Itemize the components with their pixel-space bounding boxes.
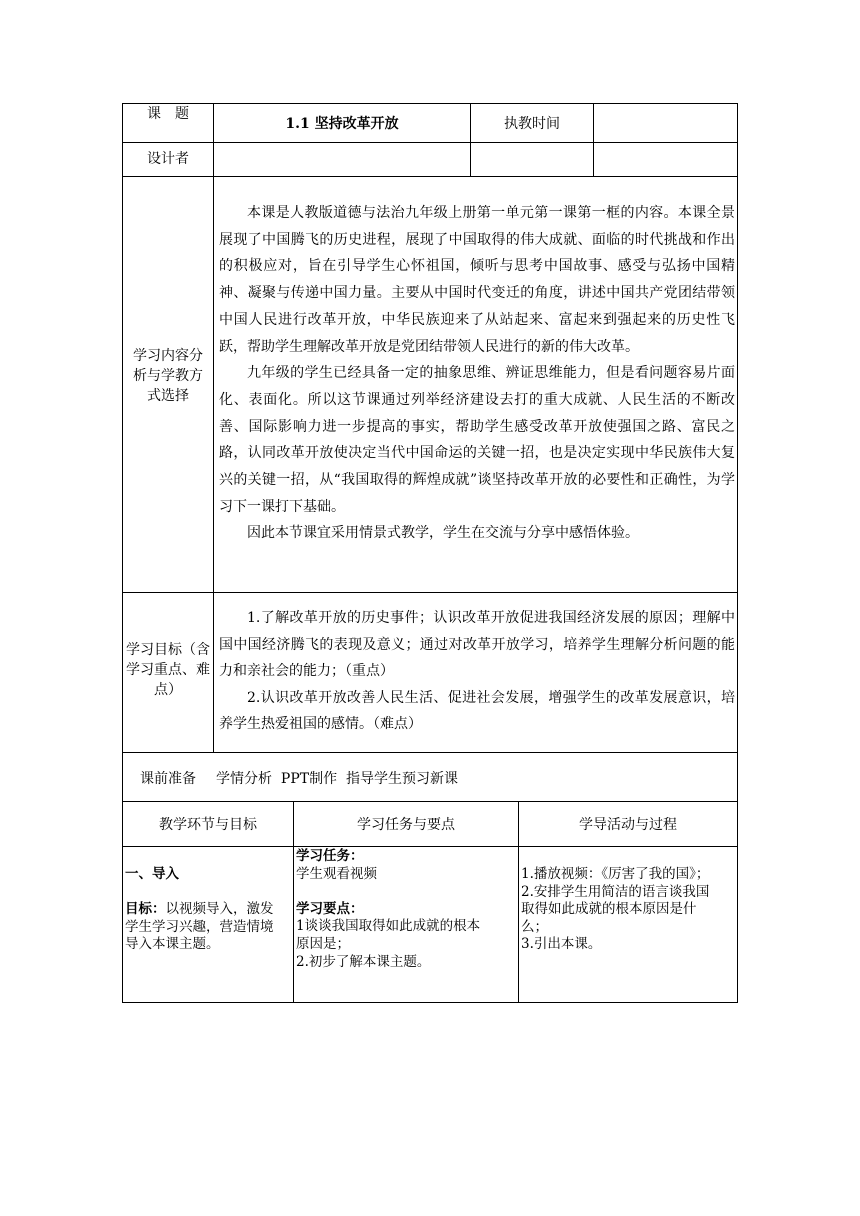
analysis-content bbox=[219, 200, 735, 547]
activity-line: 么； bbox=[521, 918, 548, 935]
analysis-label-line: 析与学教方 bbox=[133, 368, 203, 384]
table-border bbox=[122, 592, 738, 593]
task-text: 学生观看视频 bbox=[296, 865, 377, 882]
goal-label: 目标： bbox=[125, 901, 166, 918]
activity-line: 2.安排学生用简洁的语言谈我国 bbox=[521, 883, 710, 900]
designer-label: 设计者 bbox=[147, 151, 189, 167]
activity-line: 1.播放视频：《厉害了我的国》； bbox=[521, 866, 710, 882]
analysis-paragraph: 九年级的学生已经具备一定的抽象思维、辨证思维能力，但是看问题容易片面化、表面化。所以这节课通过列举经济建设去打的重大成就、人民生活的不断改善、国际影响力进一步提高的事实，帮助学生感受改革开放使强国之路、富民之路，认同改革开放使决定当代中国命运的关键一招，也是决定实现中华民族伟大复兴的关键一招，从“我国取得的辉煌成就”谈坚持改革开放的必要性和正确性，为学习下一课打下基础。 bbox=[219, 365, 735, 515]
time-label: 执教时间 bbox=[504, 116, 560, 132]
goal-line: 导入本课主题。 bbox=[125, 936, 220, 953]
task-cell bbox=[296, 848, 516, 971]
table-border bbox=[122, 1002, 738, 1003]
activity-cell bbox=[521, 866, 735, 954]
stage-cell bbox=[125, 866, 291, 954]
table-border bbox=[737, 103, 738, 801]
spacer bbox=[125, 884, 291, 902]
table-border bbox=[122, 103, 738, 104]
points-line: 1谈谈我国取得如此成就的根本 bbox=[296, 918, 481, 935]
objective-paragraph: 2.认识改革开放改善人民生活、促进社会发展，增强学生的改革发展意识，培养学生热爱祖国的感情。（难点） bbox=[219, 689, 735, 732]
points-label: 学习要点： bbox=[296, 900, 364, 917]
table-border bbox=[122, 142, 738, 143]
preparation-label: 课前准备 bbox=[140, 771, 196, 787]
objectives-label-line: 学习重点、难 bbox=[126, 662, 210, 678]
analysis-label bbox=[123, 346, 213, 406]
spacer bbox=[296, 883, 516, 901]
topic-value: 1.1 坚持改革开放 bbox=[285, 116, 399, 132]
section-title: 一、导入 bbox=[125, 866, 179, 882]
activity-line: 3.引出本课。 bbox=[521, 936, 602, 953]
analysis-paragraph: 本课是人教版道德与法治九年级上册第一单元第一课第一框的内容。本课全景展现了中国腾飞的历史进程，展现了中国取得的伟大成就、面临的时代挑战和作出的积极应对，旨在引导学生心怀祖国，倾听与思考中国故事、感受与弘扬中国精神、凝聚与传递中国力量。主要从中国时代变迁的角度，讲述中国共产党团结带领中国人民进行改革开放，中华民族迎来了从站起来、富起来到强起来的历史性飞跃，帮助学生理解改革开放是党团结带领人民进行的新的伟大改革。 bbox=[219, 205, 735, 355]
preparation-value: 学情分析 PPT制作 指导学生预习新课 bbox=[216, 771, 458, 787]
table-border bbox=[122, 846, 738, 847]
table-border bbox=[122, 801, 738, 802]
objectives-label-line: 点） bbox=[154, 682, 182, 698]
table-border bbox=[737, 801, 738, 1003]
analysis-paragraph: 因此本节课宜采用情景式教学，学生在交流与分享中感悟体验。 bbox=[247, 525, 639, 542]
task-label: 学习任务： bbox=[296, 848, 364, 864]
process-header-task: 学习任务与要点 bbox=[357, 817, 455, 833]
objective-paragraph: 1.了解改革开放的历史事件；认识改革开放促进我国经济发展的原因；理解中国中国经济腾飞的表现及意义；通过对改革开放学习，培养学生理解分析问题的能力和亲社会的能力；（重点） bbox=[219, 610, 735, 679]
table-border bbox=[593, 103, 594, 176]
table-border bbox=[122, 752, 738, 753]
activity-line: 取得如此成就的根本原因是什 bbox=[521, 901, 697, 918]
table-border bbox=[213, 103, 214, 752]
objectives-content bbox=[219, 605, 735, 738]
objectives-label-line: 学习目标（含 bbox=[126, 642, 210, 658]
process-header-stage: 教学环节与目标 bbox=[159, 817, 257, 833]
goal-line bbox=[125, 901, 291, 919]
analysis-label-line: 式选择 bbox=[147, 388, 189, 404]
points-line: 2.初步了解本课主题。 bbox=[296, 953, 431, 970]
objectives-label bbox=[123, 640, 213, 700]
table-border bbox=[122, 176, 738, 177]
points-line: 原因是； bbox=[296, 935, 350, 952]
goal-line: 学生学习兴趣，营造情境 bbox=[125, 918, 274, 935]
topic-label: 课 题 bbox=[147, 106, 189, 122]
analysis-label-line: 学习内容分 bbox=[133, 348, 203, 364]
goal-text: 以视频导入，激发 bbox=[165, 901, 274, 918]
process-header-activity: 学导活动与过程 bbox=[579, 817, 677, 833]
